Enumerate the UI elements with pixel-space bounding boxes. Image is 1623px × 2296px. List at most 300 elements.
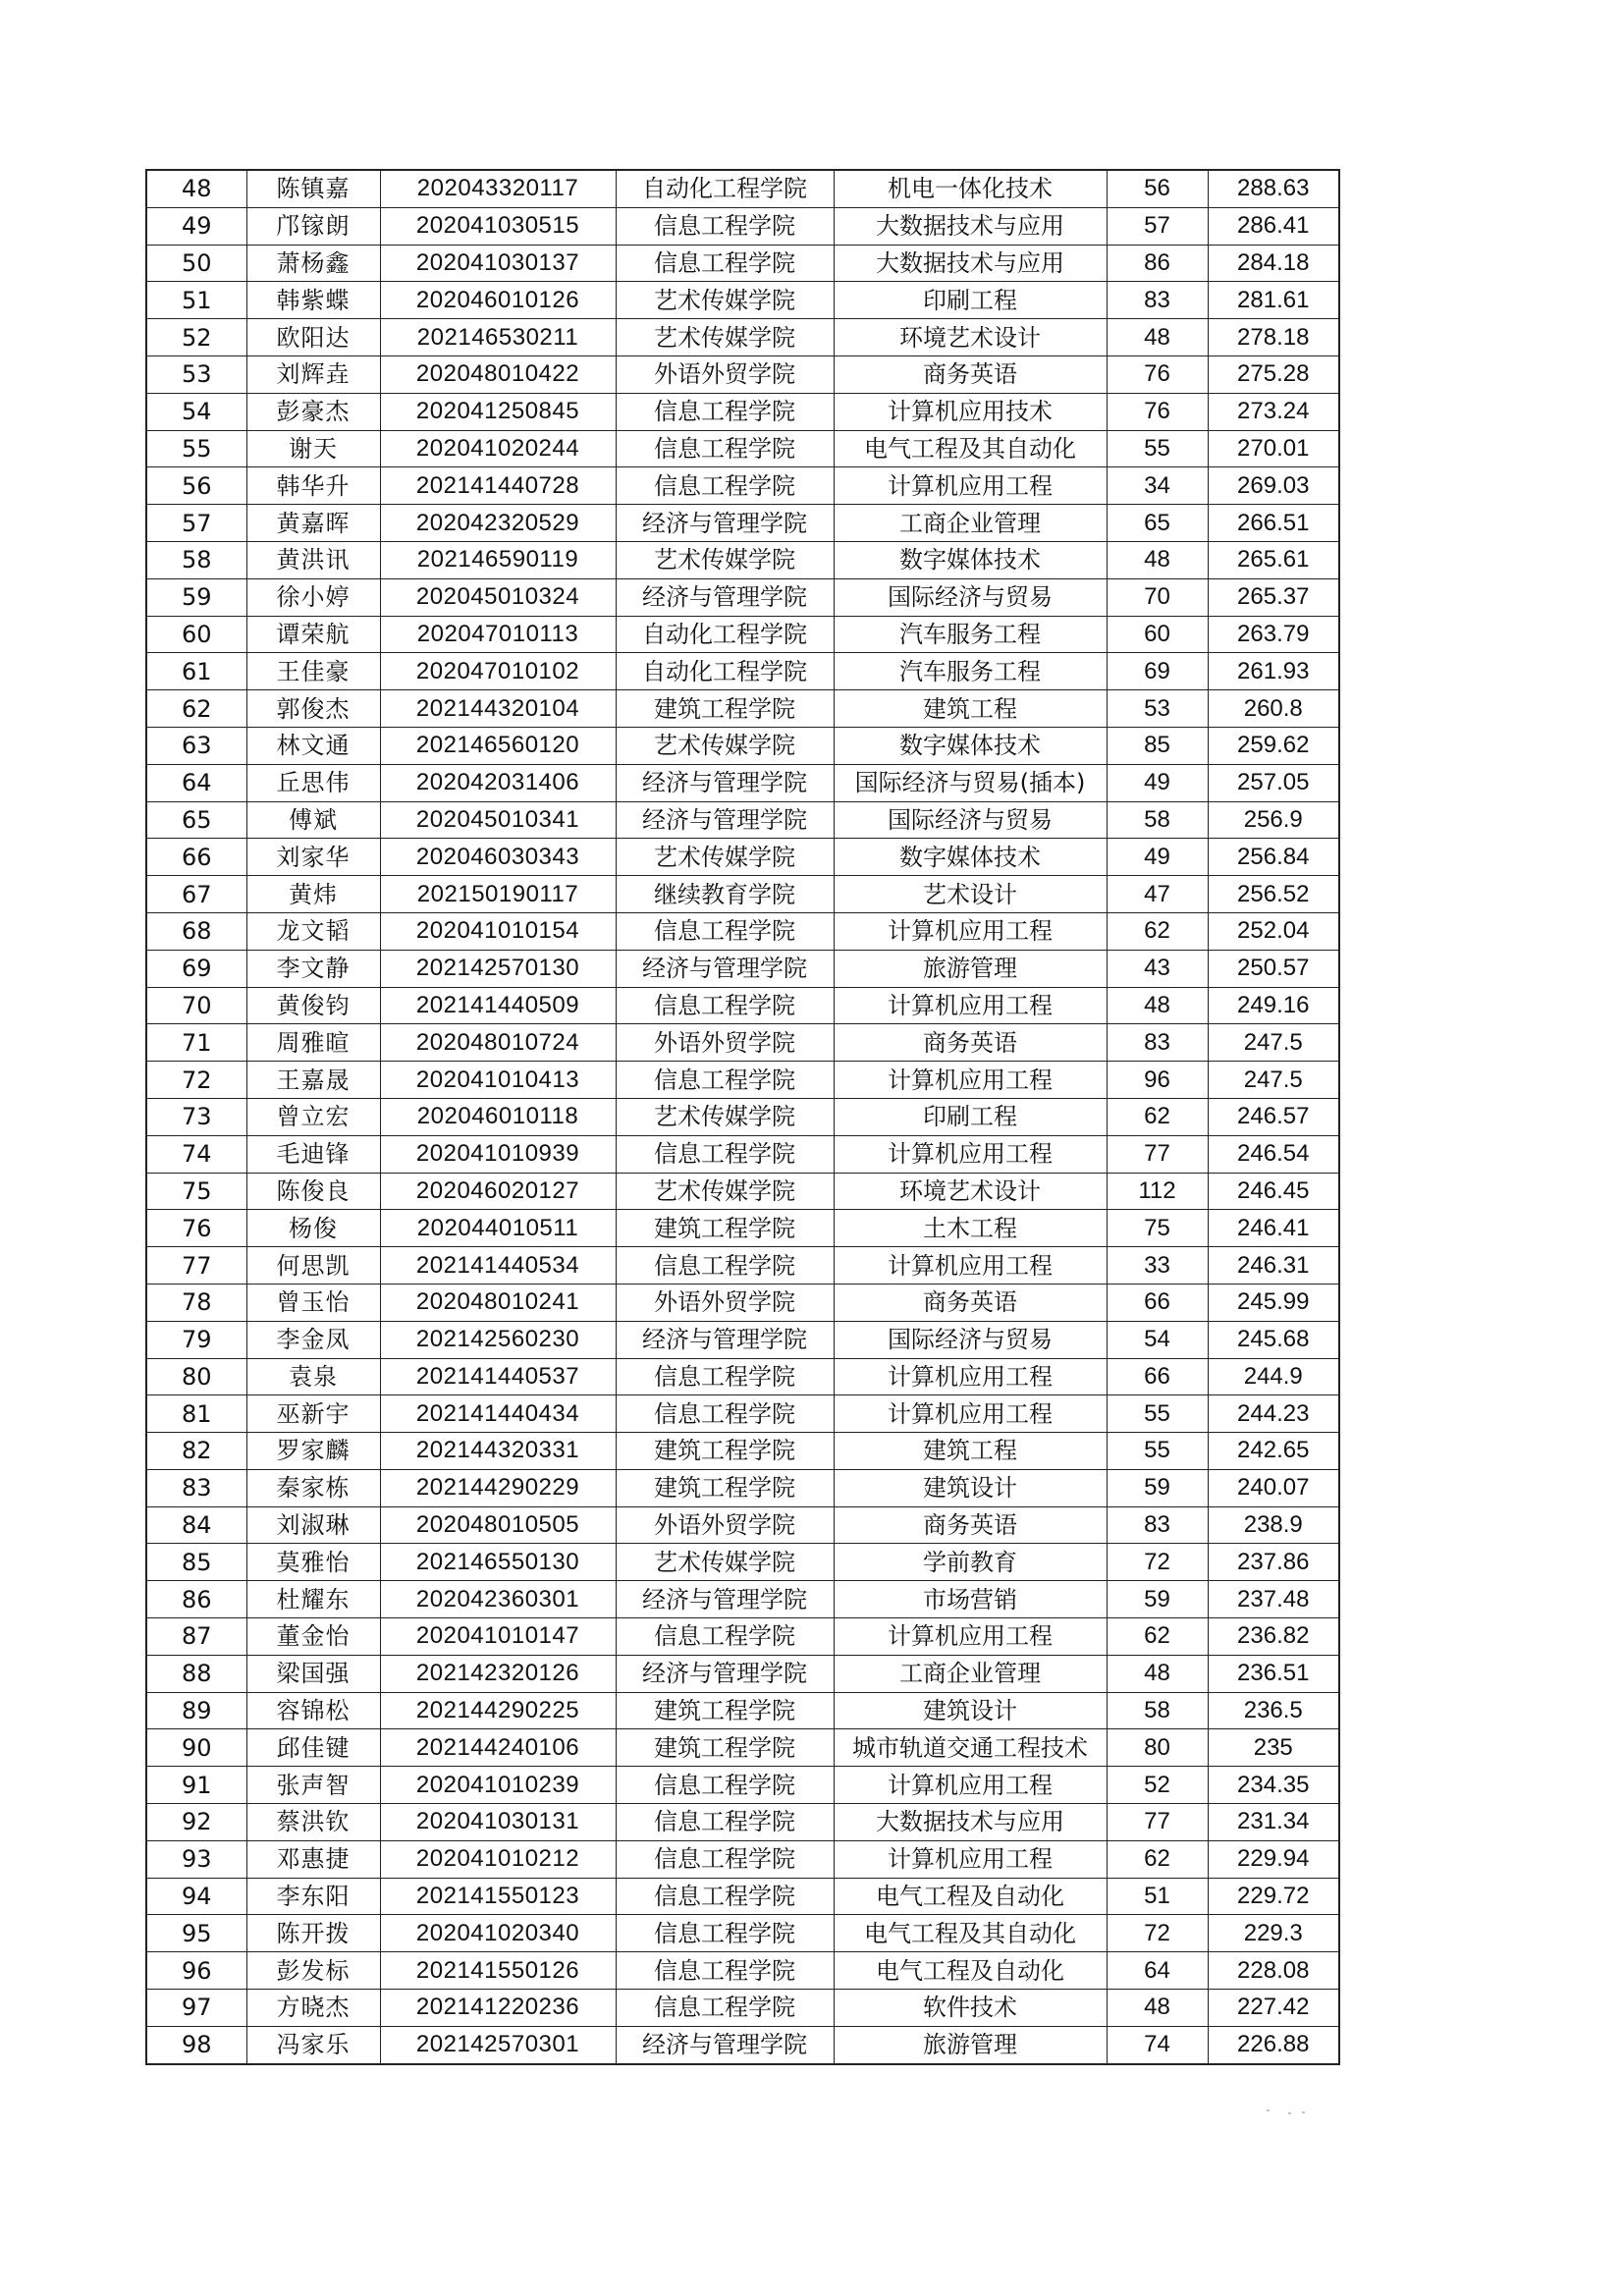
cell-id: 202142570301 xyxy=(380,2026,616,2063)
cell-rank: 78 xyxy=(146,1284,246,1321)
cell-name: 周雅暄 xyxy=(246,1024,380,1062)
cell-major: 大数据技术与应用 xyxy=(834,207,1107,245)
cell-name: 刘辉垚 xyxy=(246,355,380,393)
cell-college: 自动化工程学院 xyxy=(616,616,834,653)
cell-score: 228.08 xyxy=(1208,1952,1339,1990)
cell-name: 莫雅怡 xyxy=(246,1544,380,1581)
cell-count: 48 xyxy=(1107,319,1208,356)
cell-college: 经济与管理学院 xyxy=(616,1655,834,1692)
cell-rank: 94 xyxy=(146,1878,246,1915)
cell-id: 202144290225 xyxy=(380,1692,616,1729)
cell-count: 58 xyxy=(1107,1692,1208,1729)
cell-name: 邝镓朗 xyxy=(246,207,380,245)
cell-rank: 96 xyxy=(146,1952,246,1990)
cell-count: 33 xyxy=(1107,1247,1208,1285)
cell-college: 信息工程学院 xyxy=(616,912,834,950)
table-row xyxy=(146,319,1339,356)
cell-score: 238.9 xyxy=(1208,1506,1339,1544)
cell-name: 丘思伟 xyxy=(246,764,380,801)
cell-id: 202047010102 xyxy=(380,653,616,690)
table-row xyxy=(146,1469,1339,1506)
cell-count: 96 xyxy=(1107,1062,1208,1099)
cell-college: 信息工程学院 xyxy=(616,1952,834,1990)
student-score-table xyxy=(145,169,1340,2065)
cell-count: 54 xyxy=(1107,1321,1208,1358)
cell-id: 202146530211 xyxy=(380,319,616,356)
cell-rank: 88 xyxy=(146,1655,246,1692)
cell-name: 萧杨鑫 xyxy=(246,245,380,282)
cell-name: 何思凯 xyxy=(246,1247,380,1285)
cell-count: 65 xyxy=(1107,505,1208,542)
cell-rank: 74 xyxy=(146,1135,246,1173)
cell-count: 56 xyxy=(1107,170,1208,207)
cell-rank: 95 xyxy=(146,1915,246,1952)
table-row xyxy=(146,1952,1339,1990)
cell-count: 55 xyxy=(1107,430,1208,467)
cell-name: 梁国强 xyxy=(246,1655,380,1692)
table-row xyxy=(146,578,1339,616)
cell-score: 237.48 xyxy=(1208,1581,1339,1618)
cell-count: 34 xyxy=(1107,467,1208,505)
cell-score: 256.84 xyxy=(1208,839,1339,876)
table-row xyxy=(146,282,1339,319)
cell-id: 202142560230 xyxy=(380,1321,616,1358)
cell-score: 235 xyxy=(1208,1729,1339,1767)
cell-college: 信息工程学院 xyxy=(616,1767,834,1804)
table-row xyxy=(146,1284,1339,1321)
cell-id: 202043320117 xyxy=(380,170,616,207)
cell-major: 电气工程及其自动化 xyxy=(834,430,1107,467)
cell-college: 外语外贸学院 xyxy=(616,1506,834,1544)
table-row xyxy=(146,912,1339,950)
cell-college: 自动化工程学院 xyxy=(616,653,834,690)
cell-count: 80 xyxy=(1107,1729,1208,1767)
cell-id: 202041010154 xyxy=(380,912,616,950)
cell-major: 商务英语 xyxy=(834,1506,1107,1544)
table-row xyxy=(146,505,1339,542)
cell-count: 62 xyxy=(1107,1840,1208,1878)
cell-rank: 93 xyxy=(146,1840,246,1878)
table-row xyxy=(146,1581,1339,1618)
cell-score: 275.28 xyxy=(1208,355,1339,393)
cell-rank: 59 xyxy=(146,578,246,616)
cell-id: 202141440728 xyxy=(380,467,616,505)
cell-count: 47 xyxy=(1107,876,1208,913)
cell-college: 艺术传媒学院 xyxy=(616,727,834,764)
cell-id: 202146590119 xyxy=(380,541,616,578)
cell-score: 265.37 xyxy=(1208,578,1339,616)
table-row xyxy=(146,393,1339,430)
cell-count: 66 xyxy=(1107,1284,1208,1321)
cell-id: 202042320529 xyxy=(380,505,616,542)
table-row xyxy=(146,355,1339,393)
cell-rank: 56 xyxy=(146,467,246,505)
cell-major: 电气工程及自动化 xyxy=(834,1952,1107,1990)
cell-college: 信息工程学院 xyxy=(616,1915,834,1952)
cell-college: 经济与管理学院 xyxy=(616,950,834,987)
cell-id: 202150190117 xyxy=(380,876,616,913)
table-row xyxy=(146,950,1339,987)
cell-college: 经济与管理学院 xyxy=(616,578,834,616)
cell-score: 246.45 xyxy=(1208,1173,1339,1210)
cell-college: 建筑工程学院 xyxy=(616,1210,834,1247)
cell-id: 202146550130 xyxy=(380,1544,616,1581)
cell-count: 64 xyxy=(1107,1952,1208,1990)
cell-count: 43 xyxy=(1107,950,1208,987)
table-row xyxy=(146,430,1339,467)
cell-score: 229.3 xyxy=(1208,1915,1339,1952)
cell-score: 227.42 xyxy=(1208,1990,1339,2027)
cell-rank: 81 xyxy=(146,1395,246,1433)
cell-college: 信息工程学院 xyxy=(616,1804,834,1841)
cell-count: 62 xyxy=(1107,912,1208,950)
table-row xyxy=(146,1878,1339,1915)
table-row xyxy=(146,653,1339,690)
cell-college: 经济与管理学院 xyxy=(616,2026,834,2063)
cell-college: 建筑工程学院 xyxy=(616,1692,834,1729)
cell-name: 韩紫蝶 xyxy=(246,282,380,319)
cell-rank: 69 xyxy=(146,950,246,987)
cell-score: 252.04 xyxy=(1208,912,1339,950)
cell-rank: 80 xyxy=(146,1358,246,1395)
cell-college: 经济与管理学院 xyxy=(616,764,834,801)
cell-count: 48 xyxy=(1107,541,1208,578)
cell-name: 郭俊杰 xyxy=(246,690,380,728)
table-row xyxy=(146,1804,1339,1841)
cell-score: 246.57 xyxy=(1208,1098,1339,1135)
cell-rank: 97 xyxy=(146,1990,246,2027)
cell-name: 黄俊钧 xyxy=(246,987,380,1024)
cell-count: 66 xyxy=(1107,1358,1208,1395)
cell-id: 202046010126 xyxy=(380,282,616,319)
cell-name: 张声智 xyxy=(246,1767,380,1804)
cell-name: 陈开拨 xyxy=(246,1915,380,1952)
scan-speck xyxy=(1267,2109,1270,2111)
cell-major: 建筑设计 xyxy=(834,1469,1107,1506)
table-row xyxy=(146,467,1339,505)
cell-score: 263.79 xyxy=(1208,616,1339,653)
cell-college: 艺术传媒学院 xyxy=(616,839,834,876)
cell-major: 数字媒体技术 xyxy=(834,839,1107,876)
cell-rank: 57 xyxy=(146,505,246,542)
cell-id: 202041020244 xyxy=(380,430,616,467)
cell-name: 董金怡 xyxy=(246,1618,380,1656)
cell-score: 286.41 xyxy=(1208,207,1339,245)
cell-college: 信息工程学院 xyxy=(616,1062,834,1099)
cell-score: 246.54 xyxy=(1208,1135,1339,1173)
cell-rank: 98 xyxy=(146,2026,246,2063)
cell-college: 建筑工程学院 xyxy=(616,1433,834,1470)
cell-count: 83 xyxy=(1107,1024,1208,1062)
table-row xyxy=(146,1098,1339,1135)
cell-count: 112 xyxy=(1107,1173,1208,1210)
cell-rank: 67 xyxy=(146,876,246,913)
cell-major: 计算机应用技术 xyxy=(834,393,1107,430)
cell-rank: 49 xyxy=(146,207,246,245)
cell-count: 52 xyxy=(1107,1767,1208,1804)
cell-rank: 66 xyxy=(146,839,246,876)
cell-rank: 77 xyxy=(146,1247,246,1285)
cell-count: 58 xyxy=(1107,801,1208,839)
cell-major: 土木工程 xyxy=(834,1210,1107,1247)
table-row xyxy=(146,1173,1339,1210)
cell-score: 234.35 xyxy=(1208,1767,1339,1804)
table-row xyxy=(146,170,1339,207)
cell-rank: 89 xyxy=(146,1692,246,1729)
cell-count: 75 xyxy=(1107,1210,1208,1247)
cell-name: 毛迪锋 xyxy=(246,1135,380,1173)
cell-name: 刘淑琳 xyxy=(246,1506,380,1544)
cell-score: 266.51 xyxy=(1208,505,1339,542)
cell-id: 202041030137 xyxy=(380,245,616,282)
table-row xyxy=(146,2026,1339,2063)
cell-id: 202141550123 xyxy=(380,1878,616,1915)
cell-id: 202046010118 xyxy=(380,1098,616,1135)
cell-major: 市场营销 xyxy=(834,1581,1107,1618)
cell-score: 236.51 xyxy=(1208,1655,1339,1692)
cell-major: 大数据技术与应用 xyxy=(834,1804,1107,1841)
cell-id: 202044010511 xyxy=(380,1210,616,1247)
cell-college: 外语外贸学院 xyxy=(616,355,834,393)
cell-name: 杨俊 xyxy=(246,1210,380,1247)
cell-major: 旅游管理 xyxy=(834,950,1107,987)
cell-major: 汽车服务工程 xyxy=(834,653,1107,690)
cell-count: 62 xyxy=(1107,1618,1208,1656)
cell-id: 202141440537 xyxy=(380,1358,616,1395)
cell-name: 徐小婷 xyxy=(246,578,380,616)
cell-name: 冯家乐 xyxy=(246,2026,380,2063)
cell-count: 49 xyxy=(1107,839,1208,876)
table-row xyxy=(146,1655,1339,1692)
cell-rank: 87 xyxy=(146,1618,246,1656)
cell-id: 202141440534 xyxy=(380,1247,616,1285)
cell-score: 236.5 xyxy=(1208,1692,1339,1729)
cell-name: 欧阳达 xyxy=(246,319,380,356)
table-row xyxy=(146,1729,1339,1767)
cell-major: 国际经济与贸易 xyxy=(834,801,1107,839)
cell-name: 陈俊良 xyxy=(246,1173,380,1210)
cell-major: 计算机应用工程 xyxy=(834,1358,1107,1395)
table-row xyxy=(146,690,1339,728)
cell-college: 信息工程学院 xyxy=(616,1990,834,2027)
cell-college: 经济与管理学院 xyxy=(616,1581,834,1618)
cell-id: 202041030515 xyxy=(380,207,616,245)
cell-id: 202042360301 xyxy=(380,1581,616,1618)
cell-major: 计算机应用工程 xyxy=(834,1135,1107,1173)
cell-major: 旅游管理 xyxy=(834,2026,1107,2063)
cell-score: 261.93 xyxy=(1208,653,1339,690)
cell-major: 大数据技术与应用 xyxy=(834,245,1107,282)
cell-major: 数字媒体技术 xyxy=(834,727,1107,764)
table-row xyxy=(146,541,1339,578)
cell-college: 建筑工程学院 xyxy=(616,1729,834,1767)
cell-score: 257.05 xyxy=(1208,764,1339,801)
cell-score: 281.61 xyxy=(1208,282,1339,319)
cell-count: 85 xyxy=(1107,727,1208,764)
table-row xyxy=(146,1247,1339,1285)
table-row xyxy=(146,839,1339,876)
cell-score: 247.5 xyxy=(1208,1024,1339,1062)
cell-major: 计算机应用工程 xyxy=(834,467,1107,505)
cell-major: 商务英语 xyxy=(834,1024,1107,1062)
cell-count: 86 xyxy=(1107,245,1208,282)
cell-major: 计算机应用工程 xyxy=(834,1767,1107,1804)
cell-score: 246.31 xyxy=(1208,1247,1339,1285)
cell-name: 王佳豪 xyxy=(246,653,380,690)
cell-id: 202048010505 xyxy=(380,1506,616,1544)
cell-major: 工商企业管理 xyxy=(834,505,1107,542)
cell-count: 74 xyxy=(1107,2026,1208,2063)
cell-score: 278.18 xyxy=(1208,319,1339,356)
cell-name: 曾立宏 xyxy=(246,1098,380,1135)
cell-id: 202144320331 xyxy=(380,1433,616,1470)
cell-count: 55 xyxy=(1107,1433,1208,1470)
table-row xyxy=(146,727,1339,764)
table-row xyxy=(146,876,1339,913)
table-row xyxy=(146,1990,1339,2027)
cell-major: 国际经济与贸易 xyxy=(834,578,1107,616)
cell-count: 48 xyxy=(1107,1655,1208,1692)
cell-id: 202144320104 xyxy=(380,690,616,728)
table-row xyxy=(146,1506,1339,1544)
cell-name: 李东阳 xyxy=(246,1878,380,1915)
cell-college: 自动化工程学院 xyxy=(616,170,834,207)
cell-score: 249.16 xyxy=(1208,987,1339,1024)
cell-id: 202041020340 xyxy=(380,1915,616,1952)
cell-rank: 48 xyxy=(146,170,246,207)
cell-id: 202141220236 xyxy=(380,1990,616,2027)
table-row xyxy=(146,987,1339,1024)
cell-name: 杜耀东 xyxy=(246,1581,380,1618)
cell-rank: 76 xyxy=(146,1210,246,1247)
cell-id: 202047010113 xyxy=(380,616,616,653)
cell-major: 印刷工程 xyxy=(834,1098,1107,1135)
table-row xyxy=(146,764,1339,801)
cell-rank: 64 xyxy=(146,764,246,801)
cell-major: 机电一体化技术 xyxy=(834,170,1107,207)
cell-count: 72 xyxy=(1107,1915,1208,1952)
table-row xyxy=(146,1840,1339,1878)
cell-score: 226.88 xyxy=(1208,2026,1339,2063)
cell-score: 237.86 xyxy=(1208,1544,1339,1581)
cell-major: 软件技术 xyxy=(834,1990,1107,2027)
cell-score: 236.82 xyxy=(1208,1618,1339,1656)
cell-college: 信息工程学院 xyxy=(616,1878,834,1915)
cell-count: 60 xyxy=(1107,616,1208,653)
cell-college: 信息工程学院 xyxy=(616,393,834,430)
cell-rank: 72 xyxy=(146,1062,246,1099)
cell-rank: 53 xyxy=(146,355,246,393)
cell-count: 77 xyxy=(1107,1135,1208,1173)
cell-major: 城市轨道交通工程技术 xyxy=(834,1729,1107,1767)
cell-name: 曾玉怡 xyxy=(246,1284,380,1321)
table-row xyxy=(146,1767,1339,1804)
cell-id: 202142320126 xyxy=(380,1655,616,1692)
cell-id: 202041010147 xyxy=(380,1618,616,1656)
table-body xyxy=(146,170,1339,2064)
cell-count: 72 xyxy=(1107,1544,1208,1581)
cell-name: 李金凤 xyxy=(246,1321,380,1358)
table-row xyxy=(146,1692,1339,1729)
cell-id: 202144290229 xyxy=(380,1469,616,1506)
cell-major: 计算机应用工程 xyxy=(834,987,1107,1024)
cell-name: 彭豪杰 xyxy=(246,393,380,430)
cell-major: 计算机应用工程 xyxy=(834,1395,1107,1433)
cell-count: 77 xyxy=(1107,1804,1208,1841)
cell-name: 黄洪讯 xyxy=(246,541,380,578)
cell-rank: 83 xyxy=(146,1469,246,1506)
cell-id: 202041250845 xyxy=(380,393,616,430)
cell-rank: 70 xyxy=(146,987,246,1024)
table-row xyxy=(146,1433,1339,1470)
table-row xyxy=(146,1135,1339,1173)
cell-rank: 68 xyxy=(146,912,246,950)
cell-count: 76 xyxy=(1107,355,1208,393)
cell-major: 国际经济与贸易 xyxy=(834,1321,1107,1358)
cell-college: 建筑工程学院 xyxy=(616,690,834,728)
cell-rank: 86 xyxy=(146,1581,246,1618)
cell-rank: 51 xyxy=(146,282,246,319)
cell-score: 269.03 xyxy=(1208,467,1339,505)
cell-score: 256.9 xyxy=(1208,801,1339,839)
cell-id: 202048010241 xyxy=(380,1284,616,1321)
cell-college: 经济与管理学院 xyxy=(616,801,834,839)
cell-id: 202141440509 xyxy=(380,987,616,1024)
cell-college: 信息工程学院 xyxy=(616,1247,834,1285)
cell-score: 270.01 xyxy=(1208,430,1339,467)
cell-score: 265.61 xyxy=(1208,541,1339,578)
cell-score: 244.23 xyxy=(1208,1395,1339,1433)
cell-college: 艺术传媒学院 xyxy=(616,1173,834,1210)
cell-score: 273.24 xyxy=(1208,393,1339,430)
cell-score: 240.07 xyxy=(1208,1469,1339,1506)
table-row xyxy=(146,1321,1339,1358)
cell-major: 艺术设计 xyxy=(834,876,1107,913)
cell-rank: 91 xyxy=(146,1767,246,1804)
cell-count: 53 xyxy=(1107,690,1208,728)
cell-college: 经济与管理学院 xyxy=(616,505,834,542)
cell-major: 建筑工程 xyxy=(834,690,1107,728)
cell-id: 202041030131 xyxy=(380,1804,616,1841)
cell-name: 韩华升 xyxy=(246,467,380,505)
cell-name: 邱佳键 xyxy=(246,1729,380,1767)
cell-name: 方晓杰 xyxy=(246,1990,380,2027)
cell-major: 国际经济与贸易(插本) xyxy=(834,764,1107,801)
cell-rank: 75 xyxy=(146,1173,246,1210)
cell-score: 242.65 xyxy=(1208,1433,1339,1470)
cell-count: 83 xyxy=(1107,1506,1208,1544)
scan-speck xyxy=(1302,2111,1305,2113)
cell-id: 202041010939 xyxy=(380,1135,616,1173)
table-row xyxy=(146,1395,1339,1433)
table-row xyxy=(146,801,1339,839)
cell-score: 247.5 xyxy=(1208,1062,1339,1099)
cell-rank: 73 xyxy=(146,1098,246,1135)
cell-rank: 79 xyxy=(146,1321,246,1358)
cell-id: 202045010341 xyxy=(380,801,616,839)
cell-name: 王嘉晟 xyxy=(246,1062,380,1099)
cell-id: 202144240106 xyxy=(380,1729,616,1767)
cell-name: 谢天 xyxy=(246,430,380,467)
cell-score: 245.68 xyxy=(1208,1321,1339,1358)
cell-count: 59 xyxy=(1107,1469,1208,1506)
cell-rank: 54 xyxy=(146,393,246,430)
cell-score: 260.8 xyxy=(1208,690,1339,728)
cell-count: 55 xyxy=(1107,1395,1208,1433)
cell-college: 继续教育学院 xyxy=(616,876,834,913)
cell-id: 202141550126 xyxy=(380,1952,616,1990)
cell-id: 202041010413 xyxy=(380,1062,616,1099)
